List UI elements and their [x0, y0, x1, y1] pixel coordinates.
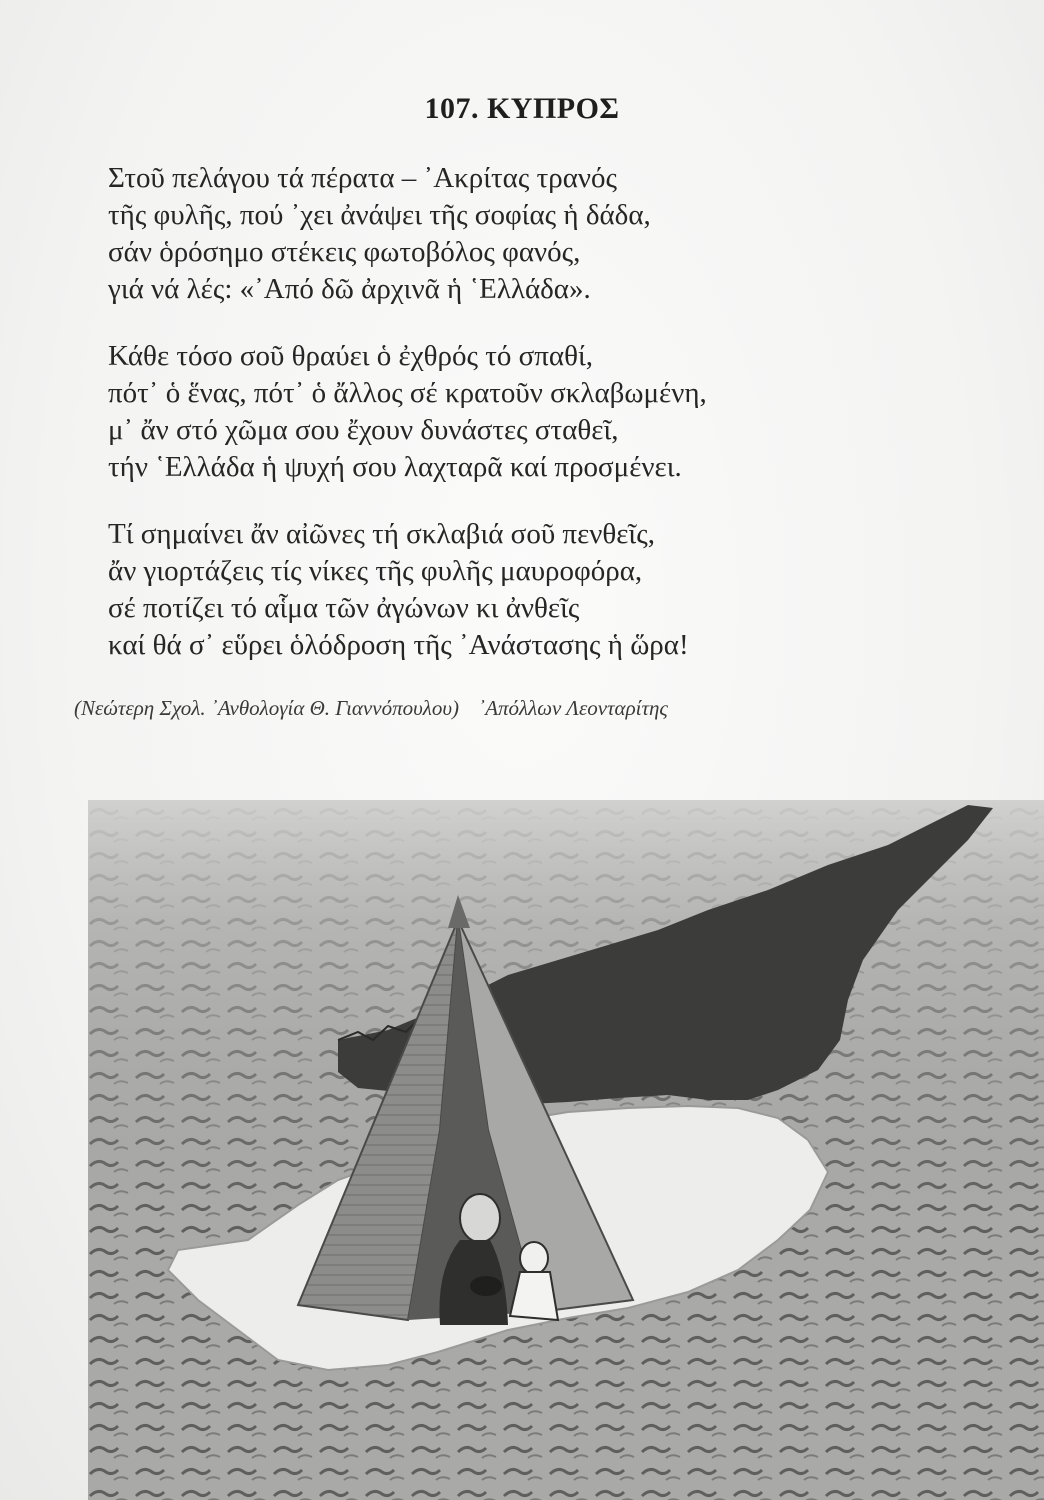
poem-citation — [74, 696, 954, 721]
poem-line: μ᾿ ἄν στό χῶμα σου ἔχουν δυνάστες σταθεῖ, — [108, 414, 619, 446]
poem-line: ἄν γιορτάζεις τίς νίκες τῆς φυλῆς μαυροφόρα, — [108, 555, 643, 587]
stanza-3 — [108, 516, 938, 664]
poem-line: τῆς φυλῆς, πού ᾿χει ἀνάψει τῆς σοφίας ἡ δάδα, — [108, 199, 651, 231]
poem-line: καί θά σ᾿ εὕρει ὁλόδροση τῆς ᾿Ανάστασης ἡ ὥρα! — [108, 629, 689, 661]
stanza-2 — [108, 338, 938, 486]
poem-line: Τί σημαίνει ἄν αἰῶνες τή σκλαβιά σοῦ πενθεῖς, — [108, 518, 655, 550]
poem-line: πότ᾿ ὁ ἕνας, πότ᾿ ὁ ἄλλος σέ κρατοῦν σκλαβωμένη, — [108, 377, 707, 409]
poem-line: Κάθε τόσο σοῦ θραύει ὁ ἐχθρός τό σπαθί, — [108, 340, 594, 372]
poem-line: Στοῦ πελάγου τά πέρατα – ᾿Ακρίτας τρανός — [108, 162, 618, 194]
woman-head — [460, 1194, 500, 1242]
cyprus-map-tent-illustration — [88, 800, 1044, 1500]
poem-line: σέ ποτίζει τό αἷμα τῶν ἀγώνων κι ἀνθεῖς — [108, 592, 580, 624]
poem-title: 107. ΚΥΠΡΟΣ — [424, 92, 620, 125]
stanza-1 — [108, 160, 938, 308]
poem-author: ᾿Απόλλων Λεονταρίτης — [478, 696, 668, 720]
child-head — [520, 1242, 548, 1274]
poem-body — [108, 160, 938, 694]
anthology-source: (Νεώτερη Σχολ. ᾿Ανθολογία Θ. Γιαννόπουλου) — [74, 696, 459, 720]
bowl — [470, 1276, 502, 1296]
poem-line: τήν ῾Ελλάδα ἡ ψυχή σου λαχταρᾶ καί προσμένει. — [108, 451, 682, 483]
poem-line: γιά νά λές: «᾿Από δῶ ἀρχινᾶ ἡ ῾Ελλάδα». — [108, 273, 591, 305]
illustration-svg — [88, 800, 1044, 1500]
poem-line: σάν ὁρόσημο στέκεις φωτοβόλος φανός, — [108, 236, 581, 268]
